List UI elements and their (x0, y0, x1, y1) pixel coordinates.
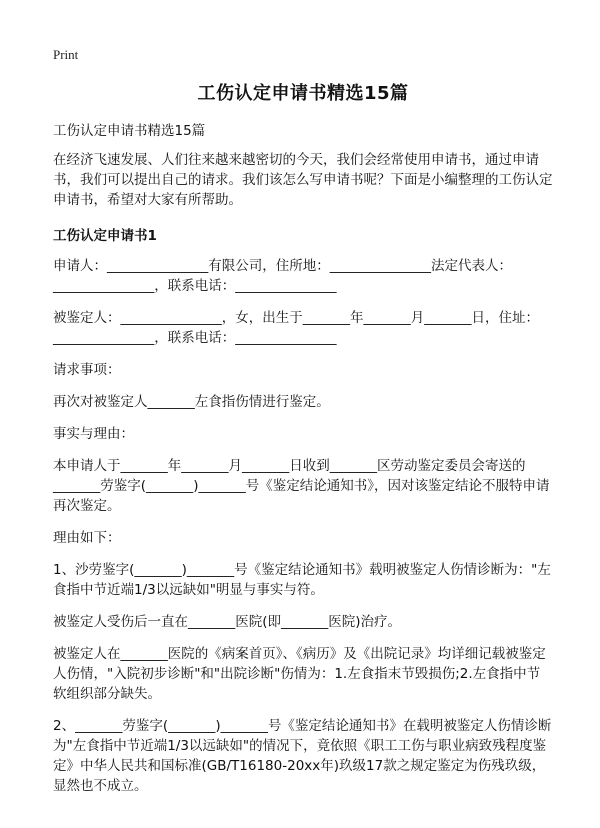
print-link[interactable]: Print (53, 47, 79, 62)
paragraph-request-label: 请求事项： (53, 362, 121, 378)
intro-paragraph: 在经济飞速发展、人们往来越来越密切的今天，我们会经常使用申请书，通过申请书，我们可以提出自己的请求。我们该怎么写申请书呢？下面是小编整理的工伤认定申请书，希望对大家有所帮助。 (53, 152, 553, 208)
paragraph-records: 被鉴定人在_______医院的《病案首页》、《病历》及《出院记录》均详细记载被鉴定人伤情，"入院初步诊断"和"出院诊断"伤情为：1.左食指末节毁损伤;2.左食指中节软组织部分缺失。 (53, 646, 546, 702)
document-subtitle: 工伤认定申请书精选15篇 (53, 123, 206, 139)
document-body (53, 70, 553, 796)
section-heading: 工伤认定申请书1 (53, 228, 157, 244)
paragraph-facts-label: 事实与理由： (53, 426, 134, 442)
paragraph-reasons-label: 理由如下： (53, 530, 121, 546)
paragraph-applicant: 申请人：_______________有限公司，住所地：_______________法定代表人：_______________，联系电话：_______________ (53, 258, 512, 294)
paragraph-treatment: 被鉴定人受伤后一直在_______医院(即_______医院)治疗。 (53, 614, 402, 630)
document-title: 工伤认定申请书精选15篇 (197, 83, 409, 104)
paragraph-reason-2: 2、_______劳鉴字(_______)_______号《鉴定结论通知书》在载明被鉴定人伤情诊断为"左食指中节近端1/3以远缺如"的情况下，竟依照《职工工伤与职业病致残程度鉴定》中华人民共和国标准(GB/T16180-20xx年)玖级17款之规定鉴定为伤残玖级，显然也不成立。 (53, 718, 552, 794)
paragraph-appraised-person: 被鉴定人：_______________，女，出生于_______年_______月_______日，住址：_______________，联系电话：_______________ (53, 310, 539, 346)
paragraph-reason-1: 1、沙劳鉴字(_______)_______号《鉴定结论通知书》载明被鉴定人伤情诊断为："左食指中节近端1/3以远缺如"明显与事实与符。 (53, 562, 551, 598)
paragraph-request: 再次对被鉴定人_______左食指伤情进行鉴定。 (53, 394, 330, 410)
paragraph-facts: 本申请人于_______年_______月_______日收到_______区劳动鉴定委员会寄送的_______劳鉴字(_______)_______号《鉴定结论通知书》，因对该鉴定结论不服特申请再次鉴定。 (53, 458, 550, 514)
